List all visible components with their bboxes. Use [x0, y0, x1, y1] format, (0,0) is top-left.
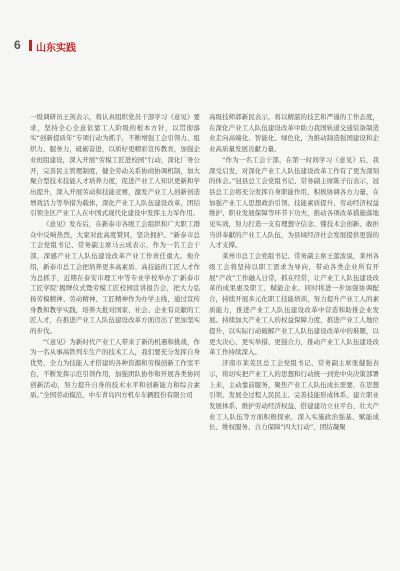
title-accent-bar: [29, 40, 32, 51]
left-column: [30, 112, 200, 401]
section-title: 山东实践: [36, 43, 76, 54]
paragraph: 《意见》发布后，在新泰市各级工会组织和广大职工群众中反响热烈，大家对此高度赞同，坚决拥护。“新泰市总工会党组书记、常务副主席马云成表示，作为一名工会干部，深感产业工人队伍建设改革产业工作责任重大。他介绍，新泰市总工会把培养更多高素质、高技能的工匠人才作为总抓手，近期在泰安市理工中等专业学校举办了‘新泰市工匠学院’揭牌仪式暨劳模工匠校园宣讲报告会，把大力弘扬劳模精神、劳动精神、工匠精神作为办学主线，通过宣传身教和教学实践，培养大批对国家、社会、企业有贡献的工匠人才，在推进产业工人队伍建设改革方面迈出了更加坚实的步伐。: [30, 220, 200, 336]
page-number: 6: [14, 38, 21, 52]
paragraph: “《意见》为新时代产业工人带来了新的机遇和挑战，作为一名从事高铁列车生产的技术工人，我们要充分发挥自身优势，全力为技能人才搭建的各种资源和劳模创新工作室平台，不断发挥示范引领作用，加强团队协作和开展各类协同创新活动，努力提升自身的技术水平和创新能力和综合素质。”全国劳动模范，中车青岛四方机车车辆股份有限公司: [30, 337, 200, 400]
paragraph: 高级技师郭新民表示，将以精湛的技艺和严谨的工作态度，在深化产业工人队伍建设改革中助力我国轨道交通装备制造业走向高端化、智能化、绿色化，为推动制造强国建设和企业高质量发展贡献力量。: [209, 113, 379, 154]
right-column: [209, 112, 379, 433]
paragraph: 一级调研员王剑表示，将认真组织党员干部学习《意见》要求，坚持全心全意依靠工人阶级的根本方针，以贯彻落实“创新提质年”专项行动为抓手，不断增强工会引领力、组织力、服务力，砥砺奋进，以质好更精彩宣传教育，加强企业班组建设，深入开展“劳模工匠进校园”行动，深化厂务公开，完善民主管理制度，健全劳动关系协商协调机制，加大聚合型技术技能人才培养力度，促进产业工人知识更新和学历提升，深入开展劳动和技能竞赛，激发产业工人创新创造增效活力等举措为载体，深化产业工人队伍建设改革，团结引领全区产业工人在中国式现代化建设中发挥主力军作用。: [30, 113, 200, 218]
paragraph: “作为一名工会干部，在第一时间学习《意见》后，我深受启发，对深化产业工人队伍建设改革工作有了更为深刻的体会。”冠县总工会党组书记、常务副主席陈子衍表示，冠县总工会将充分发挥自身职能作用，积极协调各方力量，在加强产业工人思想政治引领、技能素质提升、劳动经济权益维护、职业发展保障等环节下功夫，推动各项改革措施落地见实效，努力打造一支有理想守信念、懂技术会创新、敢担当讲奉献的产业工人队伍，为县域经济社会发展提供更强的人才支撑。: [209, 155, 379, 250]
paragraph: 莱州市总工会党组书记、常务副主席王蕾波说，莱州各级工会将坚持以职工需求为导向，带动各类企业所有开展“产改”工作融入日常，抓在经常，让产业工人队伍建设改革的成果惠及职工、赋能企业。同时将进一步加强协调配合，持续开展多元化职工技能培训，努力提升产业工人的素质能力，推进产业工人队伍建设改革中营造和助推企业发展。持续加大产业工人的权益保障力度，推进产业工人地位提升，以实际行动破解产业工人队伍建设改革中的难题，以更大决心、更实举措、更强合力，推动产业工人队伍建设改革工作持续深入。: [209, 252, 379, 357]
page-header: [0, 0, 400, 80]
paragraph: 济南市莱芜区总工会党组书记、常务副主席张健强表示，将切实把产业工人的思想和行动统一到党中央决策部署上来，主动靠前服务，聚焦产业工人队伍成长需要，在思想引领、发展全过程人民民主、完善技能形成体系、建立职业发展体系、维护劳动经济权益、搭建建功立业平台、壮大产业工人队伍等方面积极探索，深入实施政治强基、赋能成长、维权服务、合力保障“四大行动”，团结凝聚: [209, 359, 379, 432]
